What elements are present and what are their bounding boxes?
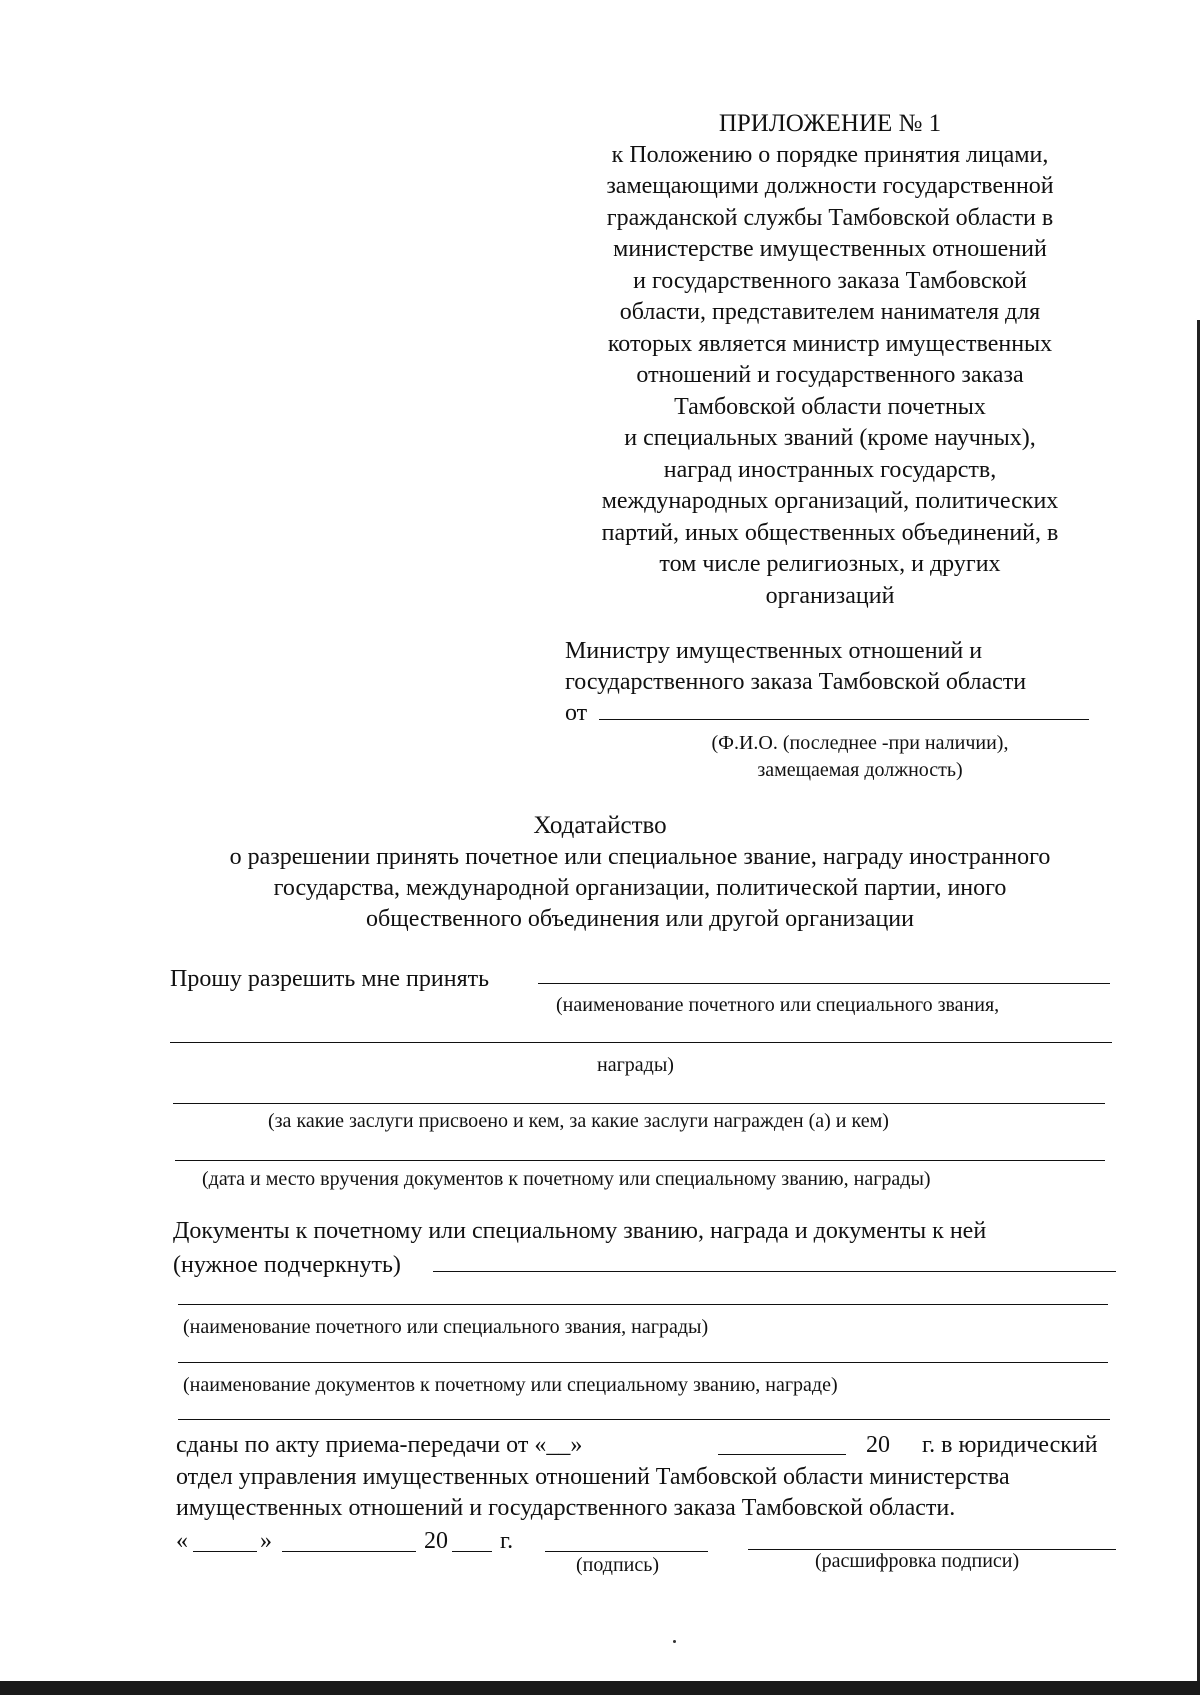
petition-subject-line: общественного объединения или другой организации (366, 906, 914, 932)
open-quote: « (176, 1528, 188, 1554)
documents-extra-field[interactable] (178, 1419, 1110, 1420)
appendix-line: том числе религиозных, и других (659, 551, 1001, 577)
appendix-line: организаций (765, 582, 895, 609)
scan-speck (673, 1640, 676, 1643)
merits-field[interactable] (173, 1103, 1105, 1104)
appendix-line: и государственного заказа Тамбовской (633, 267, 1027, 294)
petition-subject-line: о разрешении принять почетное или специальное звание, награду иностранного (229, 844, 1051, 870)
documents-names-hint: (наименование документов к почетному или специальному званию, награде) (183, 1374, 838, 1396)
documents-field[interactable] (433, 1271, 1116, 1272)
appendix-line: замещающими должности государственной (606, 173, 1054, 199)
appendix-line: которых является министр имущественных (607, 330, 1053, 357)
appendix-line: Тамбовской области почетных (674, 393, 986, 420)
petition-subject-line: государства, международной организации, политической партии, иного (273, 875, 1007, 901)
handover-part-1: сданы по акту приема-передачи от «__» (176, 1432, 583, 1458)
appendix-block (560, 108, 1100, 612)
petition-subject (160, 842, 1120, 935)
documents-title-field[interactable] (178, 1304, 1108, 1305)
sign-month-field[interactable] (282, 1551, 416, 1552)
award-hint: награды) (597, 1054, 674, 1076)
documents-line-1: Документы к почетному или специальному званию, награда и документы к ней (173, 1218, 987, 1244)
appendix-title: ПРИЛОЖЕНИЕ № 1 (718, 110, 942, 137)
appendix-line: партий, иных общественных объединений, в (601, 519, 1059, 546)
merits-hint: (за какие заслуги присвоено и кем, за какие заслуги награжден (а) и кем) (268, 1110, 889, 1132)
handover-line-2: отдел управления имущественных отношений Тамбовской области министерства (176, 1464, 1010, 1490)
documents-names-field[interactable] (178, 1362, 1108, 1363)
scan-edge-bottom (0, 1681, 1200, 1695)
close-quote: » (260, 1528, 272, 1554)
award-name-field-2[interactable] (170, 1042, 1112, 1043)
appendix-line: министерстве имущественных отношений (613, 236, 1047, 262)
year-suffix: г. (500, 1528, 514, 1554)
from-hint-line-2: замещаемая должность) (757, 759, 963, 781)
appendix-line: международных организаций, политических (601, 488, 1059, 514)
addressee-line-2: государственного заказа Тамбовской области (565, 669, 1027, 695)
appendix-line: и специальных званий (кроме научных), (624, 425, 1036, 451)
appendix-line: к Положению о порядке принятия лицами, (611, 141, 1049, 168)
award-name-hint: (наименование почетного или специального звания, (556, 994, 1000, 1016)
appendix-line: отношений и государственного заказа (636, 362, 1024, 388)
appendix-line: наград иностранных государств, (663, 456, 997, 483)
appendix-line: области, представителем нанимателя для (619, 299, 1041, 325)
sign-day-field[interactable] (193, 1551, 257, 1552)
signature-hint: (подпись) (576, 1554, 660, 1576)
from-name-field[interactable] (599, 719, 1089, 720)
signature-decode-hint: (расшифровка подписи) (815, 1550, 1020, 1572)
handover-date-field[interactable] (718, 1454, 846, 1455)
date-place-hint: (дата и место вручения документов к почетному или специальному званию, награды) (202, 1168, 931, 1190)
signature-field[interactable] (545, 1551, 708, 1552)
appendix-line: гражданской службы Тамбовской области в (606, 204, 1054, 231)
handover-part-3: г. в юридический (922, 1432, 1098, 1458)
addressee-line-1: Министру имущественных отношений и (565, 638, 983, 664)
from-hint (660, 730, 1060, 784)
from-hint-line-1: (Ф.И.О. (последнее -при наличии), (711, 732, 1009, 754)
petition-title: Ходатайство (533, 812, 667, 839)
award-name-field[interactable] (538, 983, 1110, 984)
handover-year: 20 (866, 1432, 890, 1458)
addressee-block (565, 636, 1125, 729)
year-prefix: 20 (424, 1528, 448, 1554)
documents-line-2: (нужное подчеркнуть) (173, 1252, 401, 1278)
date-place-field[interactable] (175, 1160, 1105, 1161)
handover-line-3: имущественных отношений и государственного заказа Тамбовской области. (176, 1495, 956, 1521)
sign-year-field[interactable] (452, 1551, 492, 1552)
request-label: Прошу разрешить мне принять (170, 966, 490, 992)
documents-title-hint: (наименование почетного или специального звания, награды) (183, 1316, 709, 1338)
from-label: от (565, 700, 588, 726)
